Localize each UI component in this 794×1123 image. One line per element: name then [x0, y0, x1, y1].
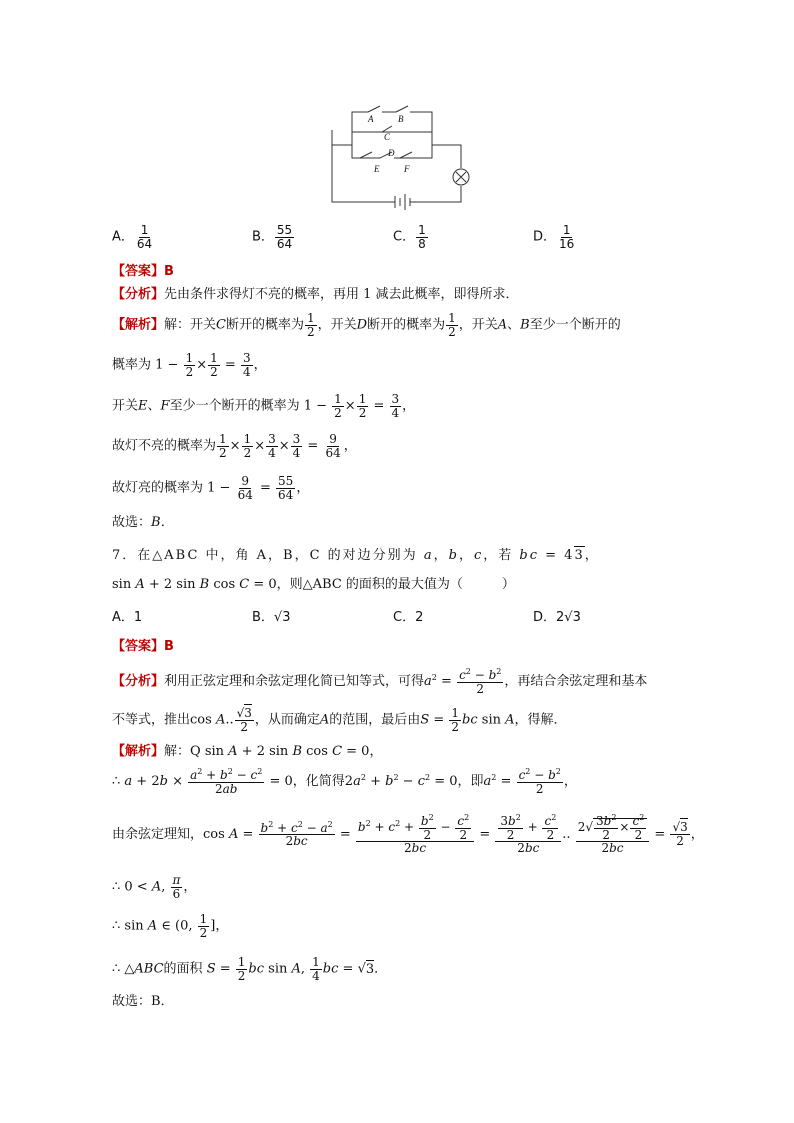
switch-label-a: A: [368, 114, 374, 124]
q7-answer: 【答案】B: [112, 639, 174, 654]
switch-label-e: E: [374, 164, 380, 174]
q6-option-c: C． $\frac{1}{8}$: [393, 223, 426, 251]
circuit-diagram: [320, 100, 480, 215]
q7-option-b: B．√3: [252, 610, 291, 625]
q7-stem-line1: 7．在△ABC 中，角 A，B，C 的对边分别为 a，b，c，若 bc = 43，: [112, 548, 600, 563]
switch-label-c: C: [384, 132, 391, 142]
q7-stem-line2: sin A + 2 sin B cos C = 0，则△ABC 的面积的最大值为（ ）: [112, 577, 515, 592]
q7-option-a: A．1: [112, 610, 143, 625]
q6-solution-line1: 【解析】解：开关C断开的概率为 $\frac{1}{2}$ ，开关D断开的概率为 $\frac{1}{2}$ ，开关A、B至少一个断开的: [112, 311, 621, 339]
q7-option-d: D．2√3: [533, 610, 581, 625]
q7-solution-line2: ∴ a + 2b × $\frac{a^2 + b^2 - c^2}{2ab}$ = 0，化简得$2a^2 + b^2 - c^2 = 0$，即$a^2$ = $\frac{c^2 - b^2}{2}$ ，: [112, 767, 577, 796]
q6-solution-line3: 开关E、F至少一个断开的概率为 1 − $\frac{1}{2}$ × $\frac{1}{2}$ = $\frac{3}{4}$ ，: [112, 392, 416, 420]
switch-label-d: D: [388, 148, 395, 158]
q6-solution-line4: 故灯不亮的概率为 $\frac{1}{2}$ × $\frac{1}{2}$ × $\frac{3}{4}$ × $\frac{3}{4}$ = $\frac{9}{64}$ ，: [112, 432, 357, 460]
q7-analysis-line1: 【分析】利用正弦定理和余弦定理化简已知等式，可得$a^2$ = $\frac{c^2 - b^2}{2}$ ，再结合余弦定理和基本: [112, 667, 648, 696]
q6-analysis: 【分析】先由条件求得灯不亮的概率，再用 1 减去此概率，即得所求．: [112, 287, 519, 302]
q7-solution-line1: 【解析】解：Q sin A + 2 sin B cos C = 0，: [112, 744, 383, 759]
q6-option-b: B． $\frac{55}{64}$: [252, 223, 293, 251]
switch-label-f: F: [404, 164, 410, 174]
q7-solution-line4: ∴ 0 < A, $\frac{\pi}{6}$ ，: [112, 873, 197, 901]
q7-option-c: C．2: [393, 610, 424, 625]
q7-solution-line6: ∴ △ABC的面积 S = $\frac{1}{2}$ bc sin A, $\frac{1}{4}$ bc = √3．: [112, 955, 388, 983]
q6-solution-line2: 概率为 1 − $\frac{1}{2}$ × $\frac{1}{2}$ = $\frac{3}{4}$ ，: [112, 351, 267, 379]
q7-analysis-line2: 不等式，推出cos A.. $\frac{√3}{2}$ ，从而确定A的范围，最后由S = $\frac{1}{2}$ bc sin A，得解．: [112, 706, 567, 734]
switch-label-b: B: [398, 114, 404, 124]
q6-answer: 【答案】B: [112, 264, 174, 279]
q7-choose: 故选：B．: [112, 994, 174, 1009]
q6-choose: 故选：B．: [112, 515, 174, 530]
q6-option-a: A． $\frac{1}{64}$: [112, 223, 153, 251]
q7-solution-line3: 由余弦定理知，cos A = $\frac{b^2 + c^2 - a^2}{2bc}$ = $b^2 + c^2$ + $\frac{b^2}{2}$ − $\frac{c^2}{2}$ 2bc = $\frac{3b^2}{2}$ + $\frac{c^2}{2}$ 2bc .. 2√ $\frac{3b^2}{2}$ × $\frac{c^2}{2}$ 2bc = $\frac{√3}{2}$ ，: [112, 813, 704, 856]
q6-solution-line5: 故灯亮的概率为 1 − $\frac{9}{64}$ = $\frac{55}{64}$ ，: [112, 474, 310, 502]
lamp-icon: [453, 169, 469, 185]
q7-solution-line5: ∴ sin A ∈ (0, $\frac{1}{2}$ ]，: [112, 912, 229, 940]
q6-option-d: D． $\frac{1}{16}$: [533, 223, 575, 251]
